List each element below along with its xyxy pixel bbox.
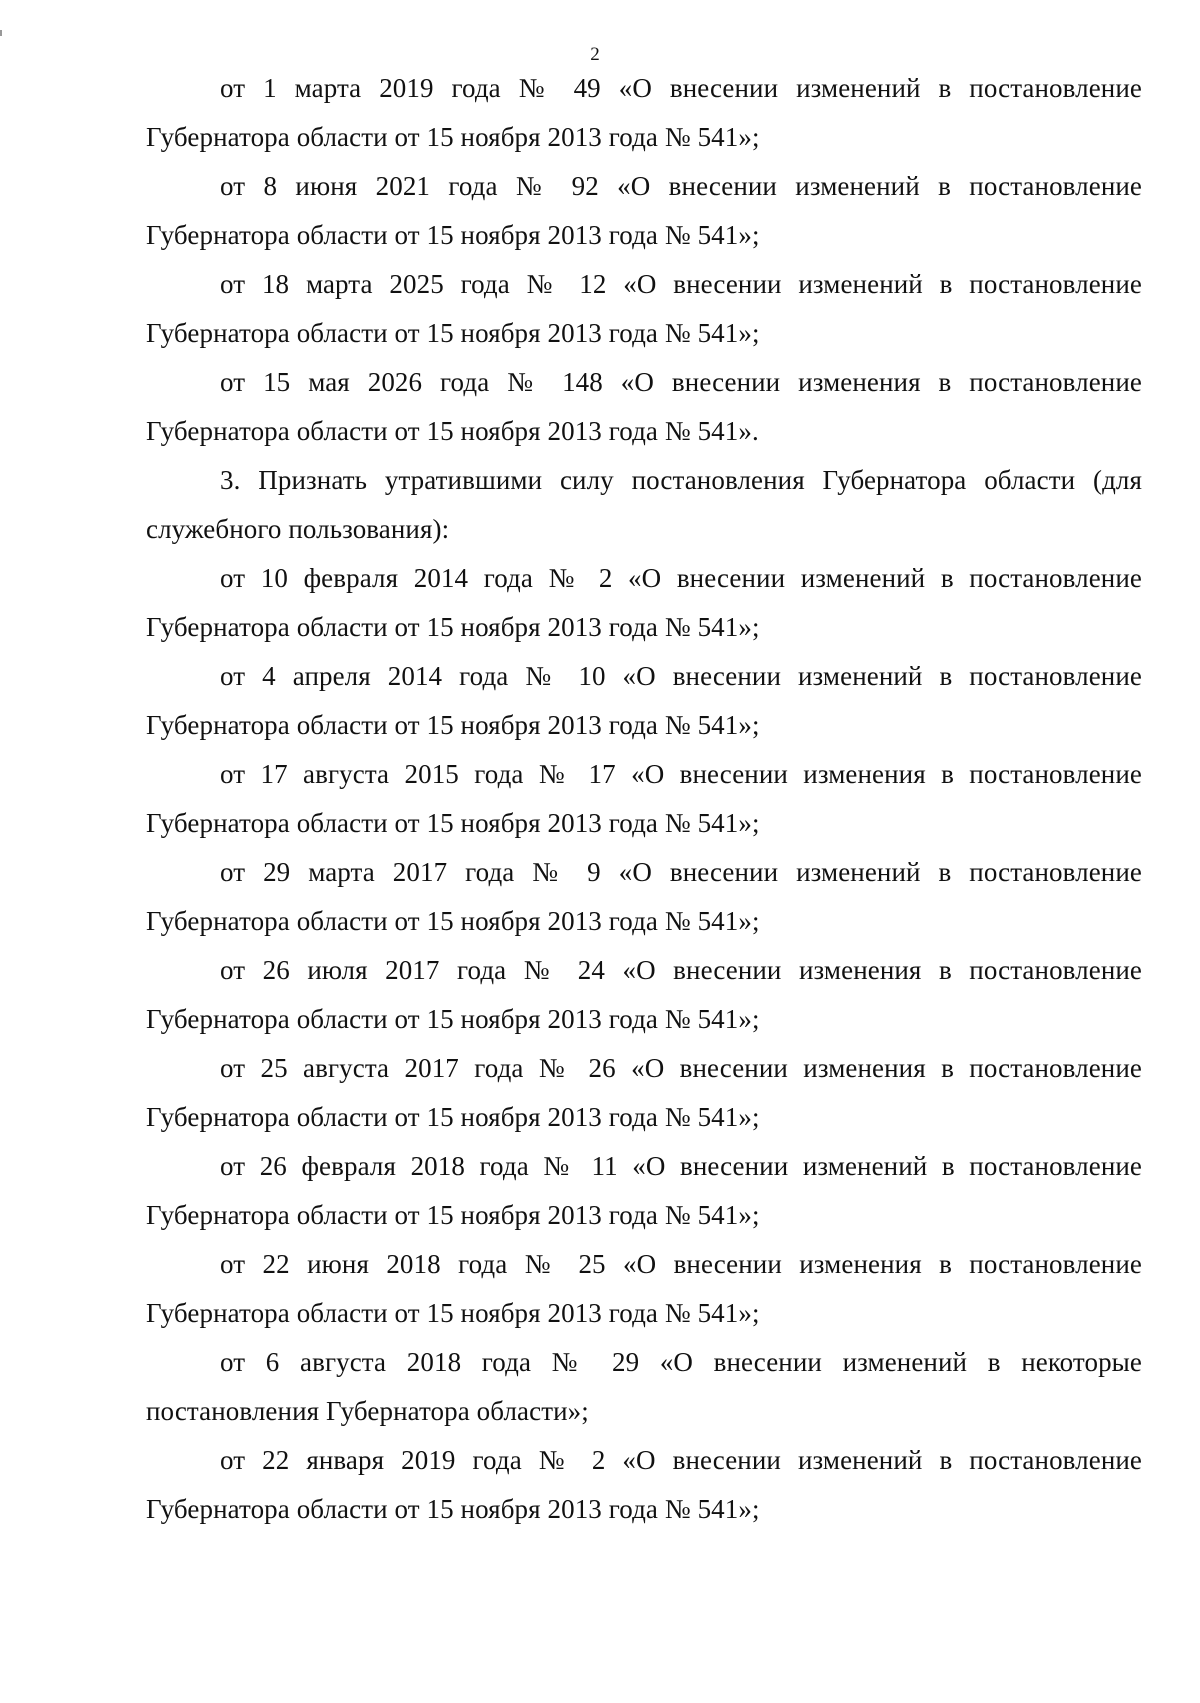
paragraph: от 17 августа 2015 года № 17 «О внесении изменения в постановление Губернатора области от 15 ноября 2013 года № 541»; <box>146 759 1142 838</box>
paragraph: от 22 января 2019 года № 2 «О внесении изменений в постановление Губернатора области от 15 ноября 2013 года № 541»; <box>146 1445 1142 1524</box>
paragraph: от 26 февраля 2018 года № 11 «О внесении изменений в постановление Губернатора области от 15 ноября 2013 года № 541»; <box>146 1151 1142 1230</box>
paragraph: от 10 февраля 2014 года № 2 «О внесении изменений в постановление Губернатора области от 15 ноября 2013 года № 541»; <box>146 563 1142 642</box>
paragraph: от 4 апреля 2014 года № 10 «О внесении изменений в постановление Губернатора области от 15 ноября 2013 года № 541»; <box>146 661 1142 740</box>
paragraph: от 22 июня 2018 года № 25 «О внесении изменения в постановление Губернатора области от 15 ноября 2013 года № 541»; <box>146 1249 1142 1328</box>
paragraph: от 1 марта 2019 года № 49 «О внесении изменений в постановление Губернатора области от 15 ноября 2013 года № 541»; <box>146 73 1142 152</box>
paragraph: от 26 июля 2017 года № 24 «О внесении изменения в постановление Губернатора области от 15 ноября 2013 года № 541»; <box>146 955 1142 1034</box>
paragraph: от 29 марта 2017 года № 9 «О внесении изменений в постановление Губернатора области от 15 ноября 2013 года № 541»; <box>146 857 1142 936</box>
section-3-paragraph: 3. Признать утратившими силу постановления Губернатора области (для служебного пользования): <box>146 465 1142 544</box>
document-body <box>146 64 1142 1534</box>
paragraph: от 6 августа 2018 года № 29 «О внесении изменений в некоторые постановления Губернатора области»; <box>146 1347 1142 1426</box>
paragraph: от 18 марта 2025 года № 12 «О внесении изменений в постановление Губернатора области от 15 ноября 2013 года № 541»; <box>146 269 1142 348</box>
page-number: 2 <box>590 44 600 65</box>
paragraph: от 8 июня 2021 года № 92 «О внесении изменений в постановление Губернатора области от 15 ноября 2013 года № 541»; <box>146 171 1142 250</box>
scan-artifact <box>0 30 2 36</box>
paragraph: от 25 августа 2017 года № 26 «О внесении изменения в постановление Губернатора области от 15 ноября 2013 года № 541»; <box>146 1053 1142 1132</box>
paragraph: от 15 мая 2026 года № 148 «О внесении изменения в постановление Губернатора области от 15 ноября 2013 года № 541». <box>146 367 1142 446</box>
